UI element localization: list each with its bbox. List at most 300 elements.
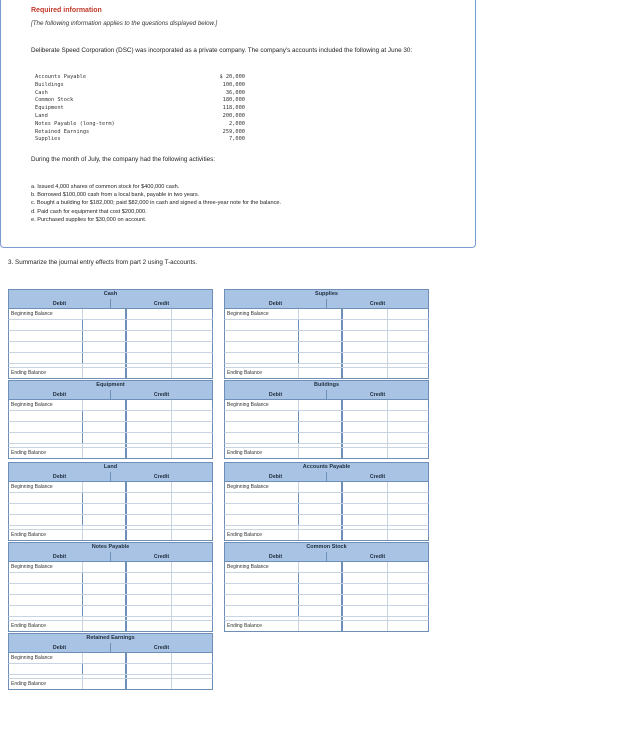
ending-balance-label: Ending Balance [9, 368, 83, 378]
beginning-balance-debit-input[interactable] [299, 482, 343, 492]
beginning-balance-label: Beginning Balance [9, 309, 83, 319]
required-information-title: Required information [31, 7, 102, 14]
ending-balance-credit-input[interactable] [172, 448, 212, 458]
entry-row [224, 584, 429, 595]
ending-balance-credit-label-input[interactable] [127, 448, 172, 458]
beginning-balance-row [8, 653, 213, 664]
entry-debit-select[interactable] [225, 595, 299, 605]
beginning-balance-credit-input[interactable] [172, 482, 212, 492]
ending-balance-debit-input[interactable] [299, 368, 343, 378]
entry-debit-select[interactable] [9, 411, 83, 421]
beginning-balance-debit-input[interactable] [299, 400, 343, 410]
entry-credit-input[interactable] [172, 353, 212, 363]
entry-debit-input[interactable] [299, 411, 343, 421]
taccount-title: Retained Earnings [8, 633, 213, 643]
taccount-title: Land [8, 462, 213, 472]
entry-debit-select[interactable] [225, 411, 299, 421]
entry-debit-select[interactable] [9, 664, 83, 674]
entry-debit-input[interactable] [83, 504, 127, 514]
entry-debit-select[interactable] [225, 573, 299, 583]
entry-debit-select[interactable] [225, 342, 299, 352]
entry-credit-input[interactable] [172, 515, 212, 525]
taccount-header [224, 472, 429, 482]
spacer-cell [127, 675, 172, 678]
entry-row [8, 515, 213, 526]
entry-row [8, 433, 213, 444]
entry-credit-input[interactable] [172, 584, 212, 594]
beginning-balance-debit-input[interactable] [83, 309, 127, 319]
entry-credit-select[interactable] [127, 584, 172, 594]
entry-debit-input[interactable] [299, 342, 343, 352]
taccount-supplies [224, 289, 429, 379]
entry-credit-select[interactable] [127, 573, 172, 583]
entry-debit-select[interactable] [225, 584, 299, 594]
balance-amount: 200,000 [222, 112, 245, 119]
ending-balance-label: Ending Balance [9, 621, 83, 631]
taccount-header [8, 299, 213, 309]
entry-credit-select[interactable] [343, 515, 388, 525]
spacer-cell [225, 617, 299, 620]
required-information-panel [0, 0, 476, 248]
entry-debit-select[interactable] [9, 342, 83, 352]
entry-debit-input[interactable] [299, 422, 343, 432]
ending-balance-credit-label-input[interactable] [127, 679, 172, 689]
beginning-balance-debit-input[interactable] [83, 653, 127, 663]
entry-debit-input[interactable] [299, 606, 343, 616]
beginning-balance-row [8, 400, 213, 411]
entry-row [224, 320, 429, 331]
entry-debit-select[interactable] [225, 493, 299, 503]
spacer-cell [83, 617, 127, 620]
entry-credit-select[interactable] [343, 493, 388, 503]
entry-credit-input[interactable] [172, 331, 212, 341]
entry-row [224, 595, 429, 606]
entry-row [224, 504, 429, 515]
ending-balance-credit-label-input[interactable] [343, 368, 388, 378]
ending-balance-row [8, 621, 213, 632]
ending-balance-row [8, 448, 213, 459]
entry-debit-input[interactable] [299, 595, 343, 605]
entry-debit-input[interactable] [83, 493, 127, 503]
spacer-cell [9, 617, 83, 620]
taccount-title: Supplies [224, 289, 429, 299]
beginning-balance-label: Beginning Balance [225, 562, 299, 572]
entry-credit-input[interactable] [388, 320, 428, 330]
spacer-cell [127, 617, 172, 620]
entry-credit-select[interactable] [127, 595, 172, 605]
taccount-header [8, 552, 213, 562]
entry-credit-select[interactable] [127, 606, 172, 616]
entry-debit-input[interactable] [299, 573, 343, 583]
spacer-cell [343, 364, 388, 367]
entry-debit-select[interactable] [9, 515, 83, 525]
entry-debit-input[interactable] [83, 353, 127, 363]
entry-credit-input[interactable] [172, 573, 212, 583]
entry-credit-input[interactable] [172, 504, 212, 514]
entry-debit-input[interactable] [299, 504, 343, 514]
entry-credit-select[interactable] [127, 433, 172, 443]
entry-debit-select[interactable] [225, 515, 299, 525]
entry-credit-select[interactable] [127, 504, 172, 514]
entry-credit-input[interactable] [388, 515, 428, 525]
taccount-title: Cash [8, 289, 213, 299]
beginning-balance-credit-input[interactable] [388, 309, 428, 319]
beginning-balance-row [224, 482, 429, 493]
entry-debit-input[interactable] [83, 342, 127, 352]
entry-credit-input[interactable] [388, 573, 428, 583]
balance-row [35, 121, 245, 129]
debit-header: Debit [9, 552, 111, 561]
activity-item: d. Paid cash for equipment that cost $200,000. [31, 208, 147, 215]
taccount-land [8, 462, 213, 541]
taccount-accounts-payable [224, 462, 429, 541]
entry-credit-select[interactable] [127, 515, 172, 525]
taccount-header [8, 390, 213, 400]
entry-credit-input[interactable] [172, 664, 212, 674]
june-balances-table [35, 74, 245, 144]
taccount-cash [8, 289, 213, 379]
entry-row [8, 320, 213, 331]
entry-row [224, 411, 429, 422]
taccount-buildings [224, 380, 429, 459]
ending-balance-credit-input[interactable] [388, 530, 428, 540]
credit-header: Credit [369, 474, 386, 480]
activity-item: b. Borrowed $100,000 cash from a local bank, payable in two years. [31, 192, 200, 199]
entry-credit-input[interactable] [172, 606, 212, 616]
ending-balance-label: Ending Balance [9, 448, 83, 458]
entry-row [224, 433, 429, 444]
ending-balance-credit-input[interactable] [388, 621, 428, 631]
spacer-cell [388, 617, 428, 620]
ending-balance-credit-input[interactable] [388, 448, 428, 458]
debit-header: Debit [225, 299, 327, 308]
taccount-title: Common Stock [224, 542, 429, 552]
ending-balance-row [8, 530, 213, 541]
entry-debit-input[interactable] [299, 515, 343, 525]
taccount-header [224, 552, 429, 562]
taccount-equipment [8, 380, 213, 459]
entry-credit-select[interactable] [343, 504, 388, 514]
spacer-cell [83, 444, 127, 447]
entry-debit-select[interactable] [225, 433, 299, 443]
spacer-cell [343, 444, 388, 447]
entry-credit-input[interactable] [388, 493, 428, 503]
ending-balance-row [224, 368, 429, 379]
credit-header: Credit [153, 645, 170, 651]
entry-credit-input[interactable] [388, 606, 428, 616]
entry-credit-select[interactable] [343, 422, 388, 432]
entry-debit-input[interactable] [83, 606, 127, 616]
ending-balance-label: Ending Balance [9, 530, 83, 540]
balance-account: Accounts Payable [35, 74, 87, 80]
spacer-cell [172, 526, 212, 529]
ending-balance-debit-input[interactable] [83, 448, 127, 458]
beginning-balance-label: Beginning Balance [225, 400, 299, 410]
credit-header: Credit [153, 392, 170, 398]
entry-debit-select[interactable] [9, 433, 83, 443]
ending-balance-row [224, 621, 429, 632]
entry-credit-select[interactable] [343, 433, 388, 443]
beginning-balance-credit-label-input[interactable] [343, 562, 388, 572]
entry-credit-select[interactable] [127, 353, 172, 363]
ending-balance-label: Ending Balance [225, 448, 299, 458]
beginning-balance-debit-input[interactable] [83, 400, 127, 410]
ending-balance-debit-input[interactable] [83, 621, 127, 631]
entry-credit-input[interactable] [388, 504, 428, 514]
entry-debit-input[interactable] [83, 411, 127, 421]
taccount-header [8, 472, 213, 482]
ending-balance-debit-input[interactable] [299, 448, 343, 458]
entry-credit-select[interactable] [127, 320, 172, 330]
ending-balance-label: Ending Balance [9, 679, 83, 689]
entry-debit-select[interactable] [9, 493, 83, 503]
balance-row [35, 136, 245, 144]
entry-debit-input[interactable] [83, 422, 127, 432]
beginning-balance-credit-label-input[interactable] [127, 482, 172, 492]
entry-credit-select[interactable] [343, 331, 388, 341]
ending-balance-credit-input[interactable] [172, 368, 212, 378]
ending-balance-label: Ending Balance [225, 368, 299, 378]
balance-row [35, 74, 245, 82]
entry-credit-select[interactable] [343, 606, 388, 616]
entry-debit-input[interactable] [83, 573, 127, 583]
balance-amount: 2,000 [229, 120, 245, 127]
credit-header: Credit [369, 554, 386, 560]
entry-debit-select[interactable] [9, 320, 83, 330]
spacer-cell [225, 526, 299, 529]
entry-debit-input[interactable] [299, 353, 343, 363]
entry-credit-input[interactable] [388, 433, 428, 443]
entry-debit-select[interactable] [225, 504, 299, 514]
ending-balance-credit-label-input[interactable] [343, 530, 388, 540]
beginning-balance-label: Beginning Balance [9, 482, 83, 492]
beginning-balance-debit-input[interactable] [83, 482, 127, 492]
beginning-balance-label: Beginning Balance [225, 482, 299, 492]
balance-account: Supplies [35, 136, 61, 143]
balance-account: Buildings [35, 81, 64, 88]
entry-row [224, 342, 429, 353]
entry-debit-select[interactable] [225, 422, 299, 432]
beginning-balance-credit-input[interactable] [388, 400, 428, 410]
entry-credit-select[interactable] [127, 493, 172, 503]
ending-balance-debit-input[interactable] [299, 621, 343, 631]
beginning-balance-credit-label-input[interactable] [127, 400, 172, 410]
entry-credit-select[interactable] [343, 411, 388, 421]
spacer-cell [172, 617, 212, 620]
entry-debit-select[interactable] [9, 331, 83, 341]
entry-row [8, 595, 213, 606]
entry-debit-input[interactable] [83, 331, 127, 341]
credit-header: Credit [369, 392, 386, 398]
entry-row [8, 664, 213, 675]
ending-balance-credit-input[interactable] [172, 679, 212, 689]
spacer-cell [9, 675, 83, 678]
entry-debit-input[interactable] [83, 595, 127, 605]
entry-credit-input[interactable] [388, 342, 428, 352]
ending-balance-row [224, 530, 429, 541]
entry-debit-input[interactable] [299, 320, 343, 330]
entry-debit-input[interactable] [83, 433, 127, 443]
entry-credit-select[interactable] [343, 584, 388, 594]
entry-credit-select[interactable] [127, 422, 172, 432]
entry-credit-input[interactable] [388, 584, 428, 594]
entry-credit-select[interactable] [127, 411, 172, 421]
entry-debit-select[interactable] [9, 353, 83, 363]
entry-debit-select[interactable] [9, 595, 83, 605]
entry-debit-input[interactable] [299, 493, 343, 503]
debit-header: Debit [9, 299, 111, 308]
ending-balance-debit-input[interactable] [83, 368, 127, 378]
ending-balance-credit-label-input[interactable] [343, 448, 388, 458]
beginning-balance-debit-input[interactable] [83, 562, 127, 572]
entry-credit-select[interactable] [127, 342, 172, 352]
entry-credit-input[interactable] [172, 493, 212, 503]
ending-balance-credit-label-input[interactable] [127, 368, 172, 378]
entry-row [224, 493, 429, 504]
beginning-balance-credit-input[interactable] [388, 562, 428, 572]
balance-row [35, 90, 245, 98]
spacer-cell [83, 675, 127, 678]
balance-amount: $ 20,000 [219, 74, 245, 80]
debit-header: Debit [9, 643, 111, 652]
activities-list [31, 183, 281, 224]
entry-debit-input[interactable] [83, 515, 127, 525]
entry-credit-select[interactable] [343, 353, 388, 363]
beginning-balance-credit-input[interactable] [388, 482, 428, 492]
ending-balance-debit-input[interactable] [83, 679, 127, 689]
entry-debit-select[interactable] [9, 504, 83, 514]
balance-row [35, 105, 245, 113]
entry-credit-select[interactable] [127, 664, 172, 674]
ending-balance-debit-input[interactable] [299, 530, 343, 540]
ending-balance-debit-input[interactable] [83, 530, 127, 540]
beginning-balance-credit-input[interactable] [172, 653, 212, 663]
spacer-cell [172, 444, 212, 447]
entry-debit-select[interactable] [225, 353, 299, 363]
debit-header: Debit [225, 390, 327, 399]
balance-amount: 100,000 [222, 81, 245, 88]
ending-balance-credit-label-input[interactable] [127, 621, 172, 631]
entry-credit-select[interactable] [343, 342, 388, 352]
ending-balance-credit-input[interactable] [172, 621, 212, 631]
beginning-balance-label: Beginning Balance [9, 400, 83, 410]
beginning-balance-debit-input[interactable] [299, 309, 343, 319]
entry-debit-input[interactable] [83, 320, 127, 330]
entry-debit-select[interactable] [9, 584, 83, 594]
beginning-balance-row [8, 482, 213, 493]
entry-debit-input[interactable] [83, 584, 127, 594]
entry-credit-input[interactable] [172, 320, 212, 330]
beginning-balance-credit-input[interactable] [172, 562, 212, 572]
entry-credit-input[interactable] [172, 342, 212, 352]
entry-credit-input[interactable] [388, 411, 428, 421]
entry-credit-input[interactable] [172, 433, 212, 443]
taccount-notes-payable [8, 542, 213, 632]
credit-header: Credit [153, 301, 170, 307]
spacer-cell [225, 444, 299, 447]
beginning-balance-credit-label-input[interactable] [127, 653, 172, 663]
beginning-balance-credit-label-input[interactable] [127, 309, 172, 319]
entry-debit-select[interactable] [225, 331, 299, 341]
entry-debit-select[interactable] [225, 320, 299, 330]
debit-header: Debit [225, 472, 327, 481]
entry-credit-select[interactable] [343, 573, 388, 583]
beginning-balance-credit-label-input[interactable] [343, 400, 388, 410]
balance-amount: 259,000 [222, 128, 245, 135]
entry-credit-input[interactable] [388, 595, 428, 605]
ending-balance-label: Ending Balance [225, 530, 299, 540]
required-information-subtitle: [The following information applies to the questions displayed below.] [31, 20, 218, 27]
ending-balance-credit-label-input[interactable] [343, 621, 388, 631]
balance-account: Notes Payable (long-term) [35, 120, 115, 127]
entry-debit-input[interactable] [299, 331, 343, 341]
entry-credit-select[interactable] [343, 320, 388, 330]
entry-credit-input[interactable] [388, 353, 428, 363]
entry-row [8, 573, 213, 584]
ending-balance-row [8, 368, 213, 379]
ending-balance-label: Ending Balance [225, 621, 299, 631]
taccount-header [224, 390, 429, 400]
entry-debit-select[interactable] [9, 422, 83, 432]
entry-debit-select[interactable] [9, 573, 83, 583]
entry-row [224, 606, 429, 617]
entry-row [8, 411, 213, 422]
entry-debit-select[interactable] [9, 606, 83, 616]
credit-header: Credit [153, 554, 170, 560]
beginning-balance-row [224, 309, 429, 320]
beginning-balance-row [224, 562, 429, 573]
spacer-cell [172, 675, 212, 678]
beginning-balance-credit-label-input[interactable] [127, 562, 172, 572]
entry-credit-input[interactable] [388, 331, 428, 341]
entry-debit-input[interactable] [299, 433, 343, 443]
entry-debit-input[interactable] [299, 584, 343, 594]
month-activities-text: During the month of July, the company had the following activities: [31, 156, 215, 163]
entry-credit-select[interactable] [127, 331, 172, 341]
beginning-balance-credit-label-input[interactable] [343, 309, 388, 319]
balance-row [35, 97, 245, 105]
ending-balance-credit-input[interactable] [172, 530, 212, 540]
ending-balance-credit-input[interactable] [388, 368, 428, 378]
entry-credit-select[interactable] [343, 595, 388, 605]
entry-credit-input[interactable] [388, 422, 428, 432]
spacer-cell [299, 444, 343, 447]
intro-text: Deliberate Speed Corporation (DSC) was incorporated as a private company. The company's accounts included the following at June 30: [31, 47, 413, 54]
taccount-title: Accounts Payable [224, 462, 429, 472]
entry-credit-input[interactable] [172, 411, 212, 421]
entry-credit-input[interactable] [172, 595, 212, 605]
beginning-balance-label: Beginning Balance [225, 309, 299, 319]
beginning-balance-credit-label-input[interactable] [343, 482, 388, 492]
balance-amount: 36,000 [225, 89, 245, 96]
activity-item: c. Bought a building for $182,000; paid $82,000 in cash and signed a three-year note for the balance. [31, 200, 282, 207]
entry-debit-input[interactable] [83, 664, 127, 674]
ending-balance-credit-label-input[interactable] [127, 530, 172, 540]
beginning-balance-debit-input[interactable] [299, 562, 343, 572]
spacer-cell [9, 526, 83, 529]
taccount-common-stock [224, 542, 429, 632]
entry-credit-input[interactable] [172, 422, 212, 432]
balance-account: Common Stock [35, 97, 74, 104]
entry-debit-select[interactable] [225, 606, 299, 616]
beginning-balance-credit-input[interactable] [172, 400, 212, 410]
entry-row [8, 353, 213, 364]
balance-account: Equipment [35, 105, 64, 112]
beginning-balance-row [224, 400, 429, 411]
entry-row [8, 584, 213, 595]
beginning-balance-credit-input[interactable] [172, 309, 212, 319]
entry-row [224, 422, 429, 433]
